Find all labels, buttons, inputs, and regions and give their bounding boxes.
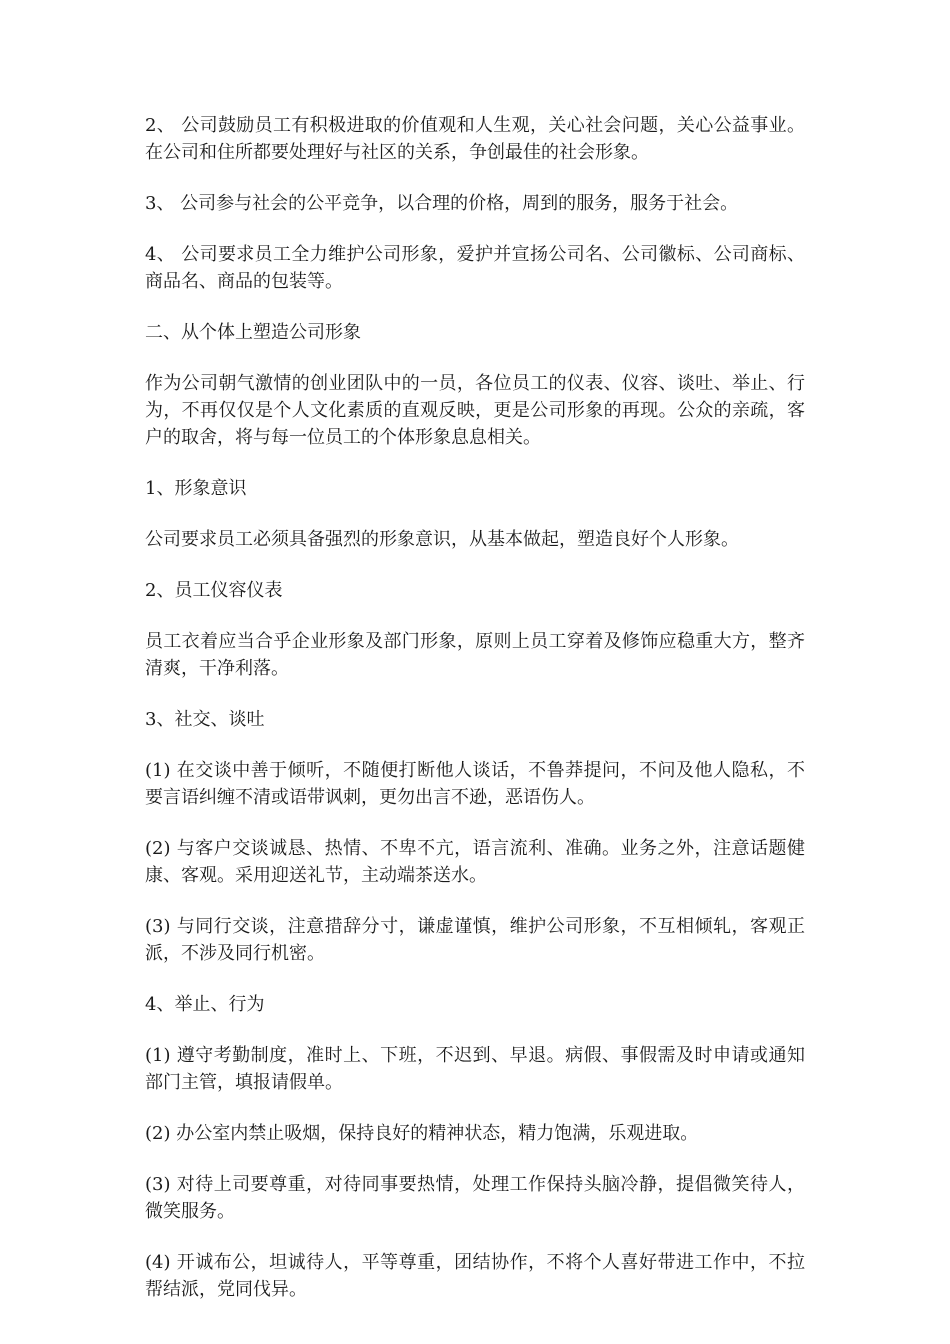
subheading-appearance: 2、员工仪容仪表	[145, 580, 283, 601]
section-heading-individual-image: 二、从个体上塑造公司形象	[145, 322, 361, 343]
paragraph-appearance: 员工衣着应当合乎企业形象及部门形象，原则上员工穿着及修饰应稳重大方，整齐清爽，干净利落。	[145, 631, 805, 679]
paragraph-item-3-fair-competition: 3、 公司参与社会的公平竞争，以合理的价格，周到的服务，服务于社会。	[145, 193, 739, 214]
list-item-behavior-3: (3) 对待上司要尊重，对待同事要热情，处理工作保持头脑冷静，提倡微笑待人，微笑服务。	[145, 1174, 805, 1222]
paragraph-individual-image-intro: 作为公司朝气激情的创业团队中的一员，各位员工的仪表、仪容、谈吐、举止、行为，不再仅仅是个人文化素质的直观反映，更是公司形象的再现。公众的亲疏，客户的取舍，将与每一位员工的个体形象息息相关。	[145, 373, 805, 448]
subheading-image-awareness: 1、形象意识	[145, 478, 247, 499]
list-item-conversation-2: (2) 与客户交谈诚恳、热情、不卑不亢，语言流利、准确。业务之外，注意话题健康、客观。采用迎送礼节，主动端茶送水。	[145, 838, 805, 886]
document-page	[145, 112, 805, 1327]
list-item-conversation-1: (1) 在交谈中善于倾听，不随便打断他人谈话，不鲁莽提问，不问及他人隐私，不要言语纠缠不清或语带讽刺，更勿出言不逊，恶语伤人。	[145, 760, 805, 808]
subheading-social-conversation: 3、社交、谈吐	[145, 709, 265, 730]
list-item-behavior-4: (4) 开诚布公，坦诚待人，平等尊重，团结协作，不将个人喜好带进工作中，不拉帮结派，党同伐异。	[145, 1252, 805, 1300]
list-item-behavior-1: (1) 遵守考勤制度，准时上、下班，不迟到、早退。病假、事假需及时申请或通知部门主管，填报请假单。	[145, 1045, 805, 1093]
subheading-behavior: 4、举止、行为	[145, 994, 265, 1015]
paragraph-item-4-company-image: 4、 公司要求员工全力维护公司形象，爱护并宣扬公司名、公司徽标、公司商标、商品名、商品的包装等。	[145, 244, 805, 292]
list-item-behavior-2: (2) 办公室内禁止吸烟，保持良好的精神状态，精力饱满，乐观进取。	[145, 1123, 699, 1144]
list-item-conversation-3: (3) 与同行交谈，注意措辞分寸，谦虚谨慎，维护公司形象，不互相倾轧，客观正派，不涉及同行机密。	[145, 916, 805, 964]
paragraph-item-2-public-welfare: 2、 公司鼓励员工有积极进取的价值观和人生观，关心社会问题，关心公益事业。在公司和住所都要处理好与社区的关系，争创最佳的社会形象。	[145, 115, 805, 163]
paragraph-image-awareness: 公司要求员工必须具备强烈的形象意识，从基本做起，塑造良好个人形象。	[145, 529, 739, 550]
